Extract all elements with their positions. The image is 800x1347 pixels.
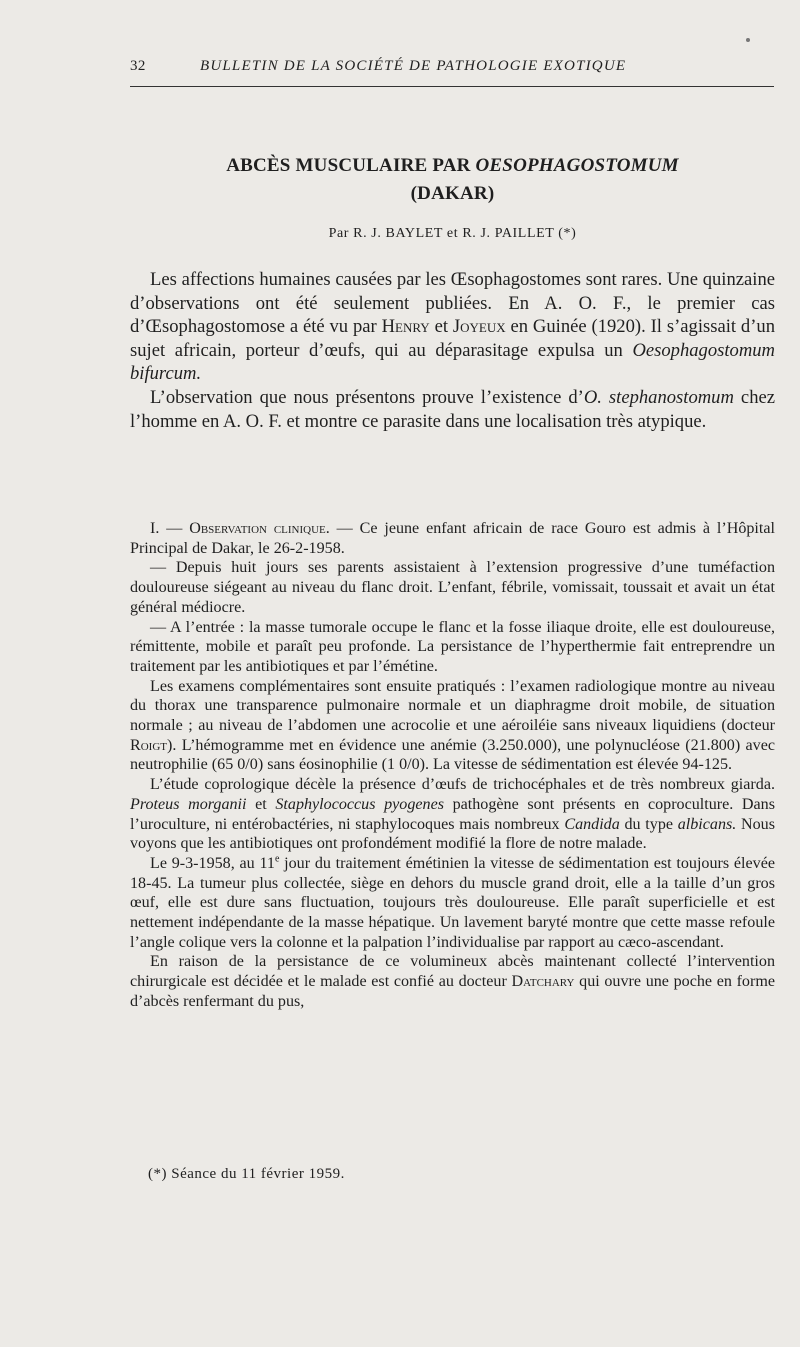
footnote: (*) Séance du 11 février 1959. — [148, 1166, 345, 1182]
page-number: 32 — [130, 58, 146, 74]
intro-paragraph-2: L’observation que nous présentons prouve l’existence d’O. stephanostomum chez l’homme en A. O. F. et montre ce parasite dans une localisation très atypique. — [130, 386, 775, 432]
species-name: Oesophagostomum bifurcum. — [130, 339, 775, 385]
title-line-2: (DAKAR) — [410, 183, 495, 204]
doctor-datchary: Datchary — [511, 973, 575, 991]
article-title — [130, 152, 775, 208]
title-genus: OESOPHAGOSTOMUM — [475, 155, 679, 176]
body-paragraph-4: Les examens complémentaires sont ensuite pratiqués : l’examen radiologique montre au niveau du thorax une transparence pulmonaire normale et un diaphragme droit mobile, de situation normale ; au niveau de l’abdomen une acrocolie et une aéroiléie sans niveaux liquidiens (docteur Roigt). L’hémogramme met en évidence une anémie (3.250.000), une polynucléose (21.800) avec neutrophilie (65 0/0) sans éosinophilie (1 0/0). La vitesse de sédimentation est élevée 94-125. — [130, 677, 775, 774]
species-name: Proteus morganii — [130, 795, 247, 813]
print-speck — [746, 38, 750, 42]
doctor-roigt: Roigt — [130, 736, 168, 754]
intro-paragraph-1: Les affections humaines causées par les Œsophagostomes sont rares. Une quinzaine d’observations ont été seulement publiées. En A. O. F., le premier cas d’Œsophagostomose a été vu par Henry et Joyeux en Guinée (1920). Il s’agissait d’un sujet africain, porteur d’œufs, qui au déparasitage expulsa un Oesophagostomum bifurcum. — [130, 269, 775, 385]
body-paragraph-3: — A l’entrée : la masse tumorale occupe le flanc et la fosse iliaque droite, elle est douloureuse, rémittente, mobile et paraît peu profonde. La persistance de l’hyperthermie fait entreprendre un traitement par les antibiotiques et par l’émétine. — [130, 618, 775, 675]
body-paragraph-5: L’étude coprologique décèle la présence d’œufs de trichocéphales et de très nombreux giarda. Proteus morganii et Staphylococcus pyogenes pathogène sont présents en coproculture. Dans l’uroculture, ni entérobactéries, ni staphylocoques mais nombreux Candida du type albicans. Nous voyons que les antibiotiques ont profondément modifié la flore de notre malade. — [130, 776, 775, 853]
author-henry: Henry — [381, 316, 430, 338]
body-paragraph-2: — Depuis huit jours ses parents assistaient à l’extension progressive d’une tuméfaction douloureuse siégeant au niveau du flanc droit. L’enfant, fébrile, vomissait, toussait et avait un état général médiocre. — [130, 559, 775, 616]
species-name: O. stephanostomum — [583, 386, 734, 408]
title-line-1: ABCÈS MUSCULAIRE PAR OESOPHAGOSTOMUM — [226, 155, 679, 176]
body-paragraph-7: En raison de la persistance de ce volumineux abcès maintenant collecté l’intervention chirurgicale est décidée et le malade est confié au docteur Datchary qui ouvre une poche en forme d’abcès renfermant du pus, — [130, 953, 775, 1010]
species-name: Candida — [564, 815, 620, 833]
section-heading: Observation clinique. — [189, 520, 330, 537]
species-name: albicans. — [677, 815, 737, 833]
body-paragraph-1: I. — Observation clinique. — Ce jeune enfant africain de race Gouro est admis à l’Hôpital Principal de Dakar, le 26-2-1958. — [130, 520, 775, 557]
body-paragraph-6: Le 9-3-1958, au 11e jour du traitement émétinien la vitesse de sédimentation est toujours élevée 18-45. La tumeur plus collectée, siège en dehors du muscle grand droit, elle a la taille d’un gros œuf, elle est dure sans fluctuation, toujours très douloureuse. Elle paraît superficielle et est nettement indépendante de la masse hépatique. Un lavement baryté montre que cette masse refoule l’angle colique vers la colonne et la palpation l’individualise par rapport au cæco-ascendant. — [130, 853, 775, 951]
intro-section — [130, 268, 775, 433]
species-name: Staphylococcus pyogenes — [275, 795, 444, 813]
clinical-section — [130, 519, 775, 1012]
ordinal-superscript: e — [274, 853, 280, 865]
header-rule — [130, 86, 774, 87]
author-joyeux: Joyeux — [452, 316, 506, 338]
journal-title: BULLETIN DE LA SOCIÉTÉ DE PATHOLOGIE EXOTIQUE — [200, 58, 627, 74]
running-header — [130, 58, 775, 75]
author-line: Par R. J. BAYLET et R. J. PAILLET (*) — [328, 226, 577, 241]
